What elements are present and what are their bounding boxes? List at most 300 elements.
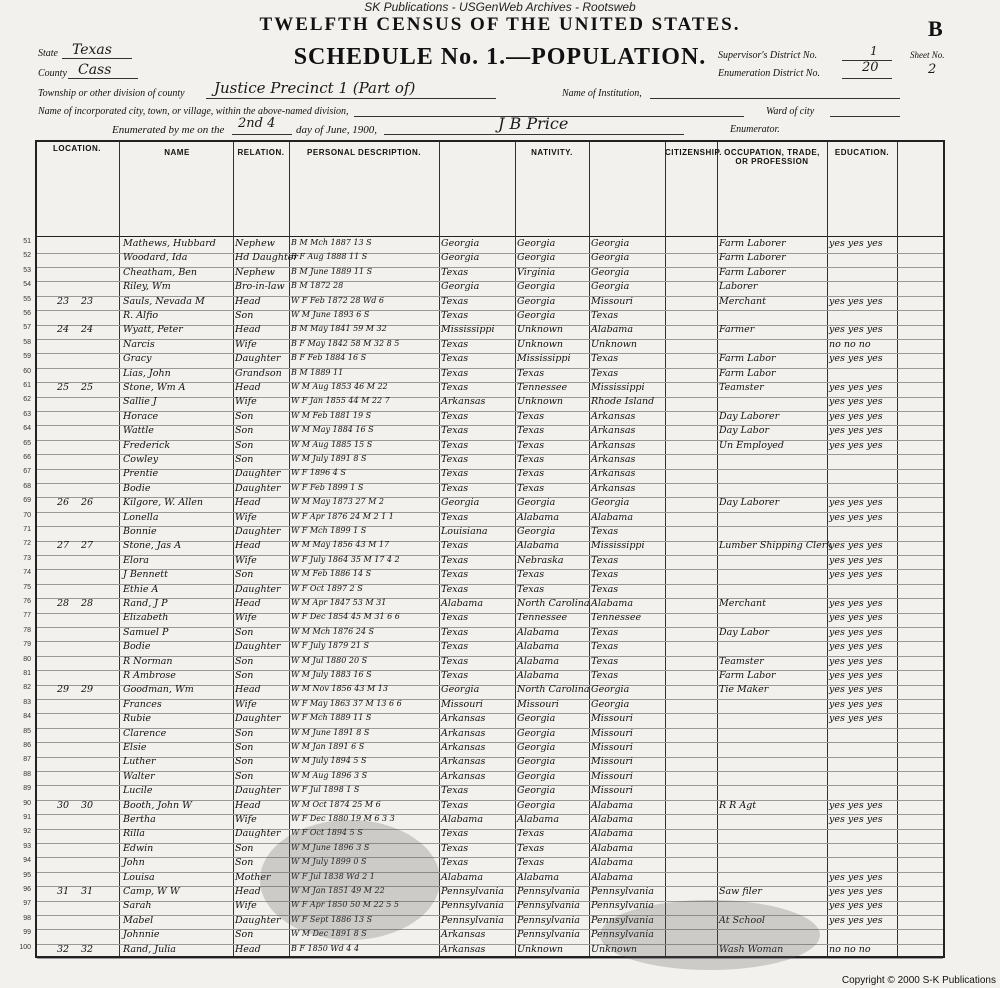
person-name: Cheatham, Ben <box>123 266 198 278</box>
line-number: 67 <box>23 468 31 476</box>
dwelling-number: 25 <box>57 382 70 393</box>
birthplace-person: Arkansas <box>441 727 486 739</box>
table-row <box>23 886 943 902</box>
occupation: Day Labor <box>719 425 769 437</box>
education: yes yes yes <box>829 698 883 710</box>
relation: Wife <box>235 554 257 566</box>
birthplace-father: Alabama <box>517 655 559 667</box>
birthplace-mother: Arkansas <box>591 454 636 465</box>
relation: Grandson <box>235 367 282 379</box>
education: no no no <box>829 338 871 350</box>
birthplace-person: Alabama <box>441 598 483 609</box>
birthplace-mother: Unknown <box>591 338 637 350</box>
family-number: 23 <box>81 295 94 307</box>
relation: Nephew <box>235 266 275 278</box>
table-row <box>23 857 943 873</box>
line-number: 93 <box>23 842 31 850</box>
birthplace-father: Alabama <box>517 540 559 552</box>
sheet-value: 2 <box>928 62 937 77</box>
person-name: Lias, John <box>123 367 171 379</box>
table-row <box>23 842 943 859</box>
relation: Wife <box>235 612 257 624</box>
personal-description: W F Apr 1850 50 M 22 5 5 <box>291 900 399 910</box>
education: yes yes yes <box>829 655 883 667</box>
personal-description: B F 1850 Wd 4 4 <box>291 943 360 953</box>
archive-watermark: SK Publications - USGenWeb Archives - Rootsweb <box>364 0 636 14</box>
line-number: 52 <box>23 252 31 260</box>
table-row <box>23 742 943 758</box>
birthplace-father: Texas <box>517 828 545 840</box>
birthplace-father: Texas <box>517 569 545 581</box>
education: yes yes yes <box>829 497 883 509</box>
personal-description: W M July 1899 0 S <box>291 857 367 867</box>
birthplace-father: Texas <box>517 367 545 379</box>
birthplace-father: Georgia <box>517 497 556 509</box>
birthplace-mother: Arkansas <box>591 439 636 451</box>
line-number: 73 <box>23 554 31 562</box>
birthplace-person: Texas <box>441 410 469 422</box>
relation: Son <box>235 742 254 753</box>
line-number: 98 <box>23 914 31 922</box>
person-name: Johnnie <box>123 929 160 941</box>
birthplace-mother: Alabama <box>591 828 633 840</box>
personal-description: B M Mch 1887 13 S <box>291 238 372 247</box>
relation: Head <box>235 497 261 509</box>
table-row <box>23 670 943 686</box>
personal-description: W M Aug 1885 15 S <box>291 439 373 449</box>
birthplace-father: North Carolina <box>517 598 590 609</box>
birthplace-person: Texas <box>441 454 469 465</box>
relation: Son <box>235 842 254 854</box>
personal-description: W F Feb 1872 28 Wd 6 <box>291 295 384 305</box>
birthplace-father: Texas <box>517 468 545 480</box>
relation: Head <box>235 324 261 336</box>
personal-description: W M May 1856 43 M 17 <box>291 540 390 550</box>
person-name: Mabel <box>123 914 154 926</box>
relation: Son <box>235 756 254 768</box>
personal-description: W M Feb 1886 14 S <box>291 569 372 579</box>
person-name: Gracy <box>123 353 152 365</box>
table-row <box>23 468 943 484</box>
relation: Daughter <box>235 828 281 840</box>
table-row <box>23 367 943 384</box>
table-row <box>23 641 943 657</box>
line-number: 75 <box>23 583 31 591</box>
education: yes yes yes <box>829 238 883 249</box>
relation: Wife <box>235 698 257 710</box>
birthplace-father: Texas <box>517 583 545 595</box>
birthplace-father: Alabama <box>517 626 559 638</box>
personal-description: W M May 1884 16 S <box>291 425 374 435</box>
line-number: 90 <box>23 799 31 807</box>
birthplace-father: Georgia <box>517 742 556 753</box>
personal-description: W M July 1883 16 S <box>291 670 372 679</box>
personal-description: B F Feb 1884 16 S <box>291 353 367 363</box>
personal-description: W F Oct 1897 2 S <box>291 583 363 593</box>
birthplace-father: Nebraska <box>517 554 564 566</box>
relation: Son <box>235 410 254 422</box>
person-name: Goodman, Wm <box>123 684 194 696</box>
birthplace-father: Alabama <box>517 641 559 653</box>
birthplace-person: Texas <box>441 554 469 566</box>
personal-description: W F Dec 1880 19 M 6 3 3 <box>291 814 395 823</box>
copyright-notice: Copyright © 2000 S-K Publications <box>841 975 996 986</box>
education: yes yes yes <box>829 814 883 825</box>
table-row <box>23 871 943 888</box>
header-education: EDUCATION. <box>834 148 890 157</box>
occupation: Day Laborer <box>719 497 780 509</box>
birthplace-mother: Georgia <box>591 698 630 710</box>
birthplace-mother: Texas <box>591 353 619 365</box>
birthplace-person: Texas <box>441 382 469 393</box>
person-name: John <box>123 857 145 869</box>
county-underline <box>68 78 138 79</box>
education: yes yes yes <box>829 353 883 365</box>
line-number: 97 <box>23 900 31 908</box>
line-number: 65 <box>23 439 31 447</box>
person-name: Edwin <box>123 842 154 854</box>
relation: Son <box>235 727 254 739</box>
birthplace-person: Texas <box>441 439 469 451</box>
relation: Head <box>235 295 261 307</box>
education: yes yes yes <box>829 410 883 422</box>
birthplace-mother: Georgia <box>591 281 630 293</box>
relation: Son <box>235 929 254 941</box>
birthplace-person: Texas <box>441 310 469 321</box>
township-label: Township or other division of county <box>38 88 185 99</box>
personal-description: W M July 1894 5 S <box>291 756 367 766</box>
birthplace-person: Pennsylvania <box>441 886 504 897</box>
education: yes yes yes <box>829 511 883 523</box>
birthplace-person: Texas <box>441 367 469 379</box>
education: yes yes yes <box>829 569 883 581</box>
enumeration-label: Enumeration District No. <box>718 68 820 79</box>
birthplace-person: Texas <box>441 641 469 653</box>
occupation: Farm Labor <box>719 353 776 365</box>
personal-description: W M June 1896 3 S <box>291 842 370 852</box>
table-row <box>23 482 943 499</box>
birthplace-father: Pennsylvania <box>517 900 580 912</box>
education: yes yes yes <box>829 900 883 912</box>
personal-description: W F Apr 1876 24 M 2 1 1 <box>291 511 394 521</box>
person-name: Frances <box>123 698 162 710</box>
table-row <box>23 310 943 326</box>
line-number: 78 <box>23 626 31 634</box>
institution-label: Name of Institution, <box>562 88 642 99</box>
person-name: Mathews, Hubbard <box>123 238 216 249</box>
person-name: Bodie <box>123 482 151 494</box>
personal-description: B M 1872 28 <box>291 281 344 291</box>
education: yes yes yes <box>829 324 883 336</box>
table-row <box>23 814 943 830</box>
birthplace-person: Georgia <box>441 252 480 264</box>
birthplace-father: Georgia <box>517 713 556 725</box>
header-location: LOCATION. <box>53 144 101 153</box>
table-row <box>23 554 943 571</box>
person-name: Frederick <box>123 439 171 451</box>
birthplace-father: Texas <box>517 454 545 465</box>
birthplace-person: Louisiana <box>441 526 488 537</box>
birthplace-father: Pennsylvania <box>517 914 580 926</box>
table-row <box>23 338 943 355</box>
person-name: Woodard, Ida <box>123 252 188 264</box>
enumerator-underline <box>384 134 684 135</box>
table-row <box>23 238 943 254</box>
birthplace-father: Texas <box>517 439 545 451</box>
birthplace-mother: Alabama <box>591 842 633 854</box>
personal-description: W F Mch 1889 11 S <box>291 713 372 723</box>
relation: Daughter <box>235 583 281 595</box>
occupation: Farm Labor <box>719 670 776 681</box>
birthplace-mother: Texas <box>591 310 619 321</box>
person-name: Booth, John W <box>123 799 192 811</box>
table-row <box>23 353 943 369</box>
birthplace-person: Arkansas <box>441 742 486 753</box>
relation: Daughter <box>235 785 281 797</box>
birthplace-person: Texas <box>441 857 469 869</box>
line-number: 88 <box>23 770 31 778</box>
occupation: Farm Laborer <box>719 252 786 264</box>
person-name: Sarah <box>123 900 152 912</box>
line-number: 81 <box>23 670 31 677</box>
line-number: 94 <box>23 857 31 865</box>
line-number: 85 <box>23 727 31 735</box>
birthplace-father: Georgia <box>517 238 556 249</box>
birthplace-father: Georgia <box>517 799 556 811</box>
personal-description: W F 1896 4 S <box>291 468 346 478</box>
personal-description: W M Aug 1853 46 M 22 <box>291 382 388 391</box>
occupation: Farm Laborer <box>719 238 786 249</box>
family-number: 32 <box>81 943 94 955</box>
birthplace-mother: Arkansas <box>591 425 636 437</box>
person-name: Wattle <box>123 425 154 437</box>
person-name: Sauls, Nevada M <box>123 295 205 307</box>
line-number: 100 <box>19 943 31 951</box>
birthplace-father: Unknown <box>517 943 563 955</box>
personal-description: B F Aug 1888 11 S <box>291 252 368 262</box>
education: yes yes yes <box>829 439 883 451</box>
occupation: Wash Woman <box>719 943 784 955</box>
birthplace-person: Texas <box>441 295 469 307</box>
birthplace-mother: Missouri <box>591 713 633 725</box>
table-row <box>23 295 943 312</box>
occupation: Day Labor <box>719 626 769 638</box>
education: yes yes yes <box>829 914 883 926</box>
sheet-letter: B <box>928 16 943 41</box>
birthplace-father: Texas <box>517 842 545 854</box>
line-number: 80 <box>23 655 31 663</box>
relation: Son <box>235 670 254 681</box>
line-number: 86 <box>23 742 31 749</box>
line-number: 69 <box>23 497 31 505</box>
dwelling-number: 31 <box>57 886 70 897</box>
personal-description: W M Jan 1851 49 M 22 <box>291 886 385 895</box>
table-row <box>23 756 943 772</box>
education: yes yes yes <box>829 871 883 883</box>
line-number: 71 <box>23 526 31 533</box>
person-name: Rubie <box>123 713 152 725</box>
birthplace-mother: Mississippi <box>591 382 645 393</box>
table-row <box>23 698 943 715</box>
education: yes yes yes <box>829 540 883 552</box>
birthplace-mother: Missouri <box>591 770 633 782</box>
person-name: Horace <box>123 410 159 422</box>
occupation: At School <box>719 914 765 926</box>
personal-description: W M July 1891 8 S <box>291 454 367 463</box>
birthplace-father: Tennessee <box>517 612 568 624</box>
family-number: 24 <box>81 324 94 336</box>
personal-description: B F May 1842 58 M 32 8 5 <box>291 338 400 348</box>
birthplace-person: Texas <box>441 468 469 480</box>
birthplace-mother: Texas <box>591 569 619 581</box>
person-name: Lucile <box>123 785 153 797</box>
relation: Son <box>235 655 254 667</box>
table-row <box>23 511 943 528</box>
table-row <box>23 598 943 614</box>
birthplace-person: Arkansas <box>441 396 486 408</box>
dwelling-number: 27 <box>57 540 70 552</box>
person-name: Louisa <box>123 871 155 883</box>
relation: Head <box>235 382 261 393</box>
table-row <box>23 626 943 643</box>
birthplace-father: Unknown <box>517 324 563 336</box>
relation: Nephew <box>235 238 275 249</box>
relation: Head <box>235 598 261 609</box>
birthplace-father: Alabama <box>517 814 559 825</box>
personal-description: W F July 1864 35 M 17 4 2 <box>291 554 400 564</box>
dwelling-number: 23 <box>57 295 70 307</box>
family-number: 28 <box>81 598 94 609</box>
birthplace-father: Georgia <box>517 252 556 264</box>
person-name: Elsie <box>123 742 147 753</box>
person-name: Cowley <box>123 454 159 465</box>
personal-description: B M 1889 11 <box>291 367 344 377</box>
birthplace-mother: Missouri <box>591 742 633 753</box>
relation: Daughter <box>235 713 281 725</box>
paper-stain <box>600 900 820 970</box>
paper-stain <box>260 820 440 940</box>
occupation: Saw filer <box>719 886 762 897</box>
family-number: 29 <box>81 684 94 696</box>
family-number: 30 <box>81 799 94 811</box>
line-number: 91 <box>23 814 31 821</box>
birthplace-mother: Alabama <box>591 324 633 336</box>
city-label: Name of incorporated city, town, or village, within the above-named division, <box>38 106 349 117</box>
birthplace-person: Alabama <box>441 814 483 825</box>
education: yes yes yes <box>829 382 883 393</box>
birthplace-person: Texas <box>441 425 469 437</box>
line-number: 56 <box>23 310 31 317</box>
birthplace-father: Alabama <box>517 511 559 523</box>
birthplace-father: Unknown <box>517 396 563 408</box>
education: yes yes yes <box>829 554 883 566</box>
occupation: Tie Maker <box>719 684 769 696</box>
personal-description: W M June 1893 6 S <box>291 310 370 319</box>
birthplace-mother: Texas <box>591 641 619 653</box>
census-title: TWELFTH CENSUS OF THE UNITED STATES. <box>259 14 741 35</box>
table-row <box>23 770 943 787</box>
occupation: Lumber Shipping Clerk <box>719 540 833 552</box>
birthplace-person: Texas <box>441 338 469 350</box>
birthplace-mother: Texas <box>591 583 619 595</box>
personal-description: W M June 1891 8 S <box>291 727 370 737</box>
birthplace-mother: Missouri <box>591 727 633 739</box>
occupation: Day Laborer <box>719 410 780 422</box>
line-number: 61 <box>23 382 31 389</box>
birthplace-mother: Alabama <box>591 871 633 883</box>
line-number: 76 <box>23 598 31 605</box>
header-personal: PERSONAL DESCRIPTION. <box>307 148 421 157</box>
birthplace-mother: Mississippi <box>591 540 645 552</box>
personal-description: W F July 1879 21 S <box>291 641 369 651</box>
birthplace-mother: Alabama <box>591 799 633 811</box>
birthplace-person: Texas <box>441 583 469 595</box>
line-number: 95 <box>23 871 31 879</box>
personal-description: W F Mch 1899 1 S <box>291 526 367 535</box>
ward-label: Ward of city <box>766 106 815 117</box>
line-number: 66 <box>23 454 31 461</box>
education: yes yes yes <box>829 684 883 696</box>
birthplace-mother: Arkansas <box>591 410 636 422</box>
line-number: 79 <box>23 641 31 649</box>
personal-description: W F Dec 1854 45 M 31 6 6 <box>291 612 400 622</box>
supervisor-label: Supervisor's District No. <box>718 50 818 61</box>
birthplace-person: Pennsylvania <box>441 900 504 912</box>
enumeration-value: 20 <box>862 60 879 75</box>
birthplace-person: Texas <box>441 828 469 840</box>
enumerator-label: Enumerator. <box>730 124 780 135</box>
birthplace-person: Texas <box>441 612 469 624</box>
relation: Wife <box>235 900 257 912</box>
county-value: Cass <box>78 62 112 78</box>
line-number: 99 <box>23 929 31 937</box>
birthplace-father: Missouri <box>517 698 559 710</box>
personal-description: W F Oct 1894 5 S <box>291 828 363 838</box>
person-name: Stone, Wm A <box>123 382 186 393</box>
personal-description: B M June 1889 11 S <box>291 266 373 276</box>
relation: Son <box>235 439 254 451</box>
line-number: 74 <box>23 569 31 577</box>
person-name: Bertha <box>123 814 156 825</box>
line-number: 55 <box>23 295 31 303</box>
line-number: 60 <box>23 367 31 375</box>
dwelling-number: 29 <box>57 684 70 696</box>
birthplace-mother: Arkansas <box>591 468 636 480</box>
relation: Son <box>235 770 254 782</box>
enumeration-underline <box>842 78 892 79</box>
state-label: State <box>38 48 58 59</box>
table-row <box>23 410 943 427</box>
line-number: 92 <box>23 828 31 836</box>
county-label: County <box>38 68 67 79</box>
line-number: 51 <box>23 238 31 245</box>
birthplace-person: Mississippi <box>441 324 495 336</box>
table-row <box>23 713 943 729</box>
education: yes yes yes <box>829 641 883 653</box>
birthplace-father: Georgia <box>517 281 556 293</box>
family-number: 27 <box>81 540 94 552</box>
birthplace-father: Georgia <box>517 727 556 739</box>
table-row <box>23 454 943 470</box>
table-row <box>23 396 943 412</box>
day-of-june-label: day of June, 1900, <box>296 124 377 136</box>
birthplace-mother: Alabama <box>591 598 633 609</box>
line-number: 96 <box>23 886 31 893</box>
birthplace-mother: Georgia <box>591 252 630 264</box>
person-name: J Bennett <box>123 569 168 581</box>
occupation: Teamster <box>719 655 764 667</box>
institution-underline <box>650 98 900 99</box>
